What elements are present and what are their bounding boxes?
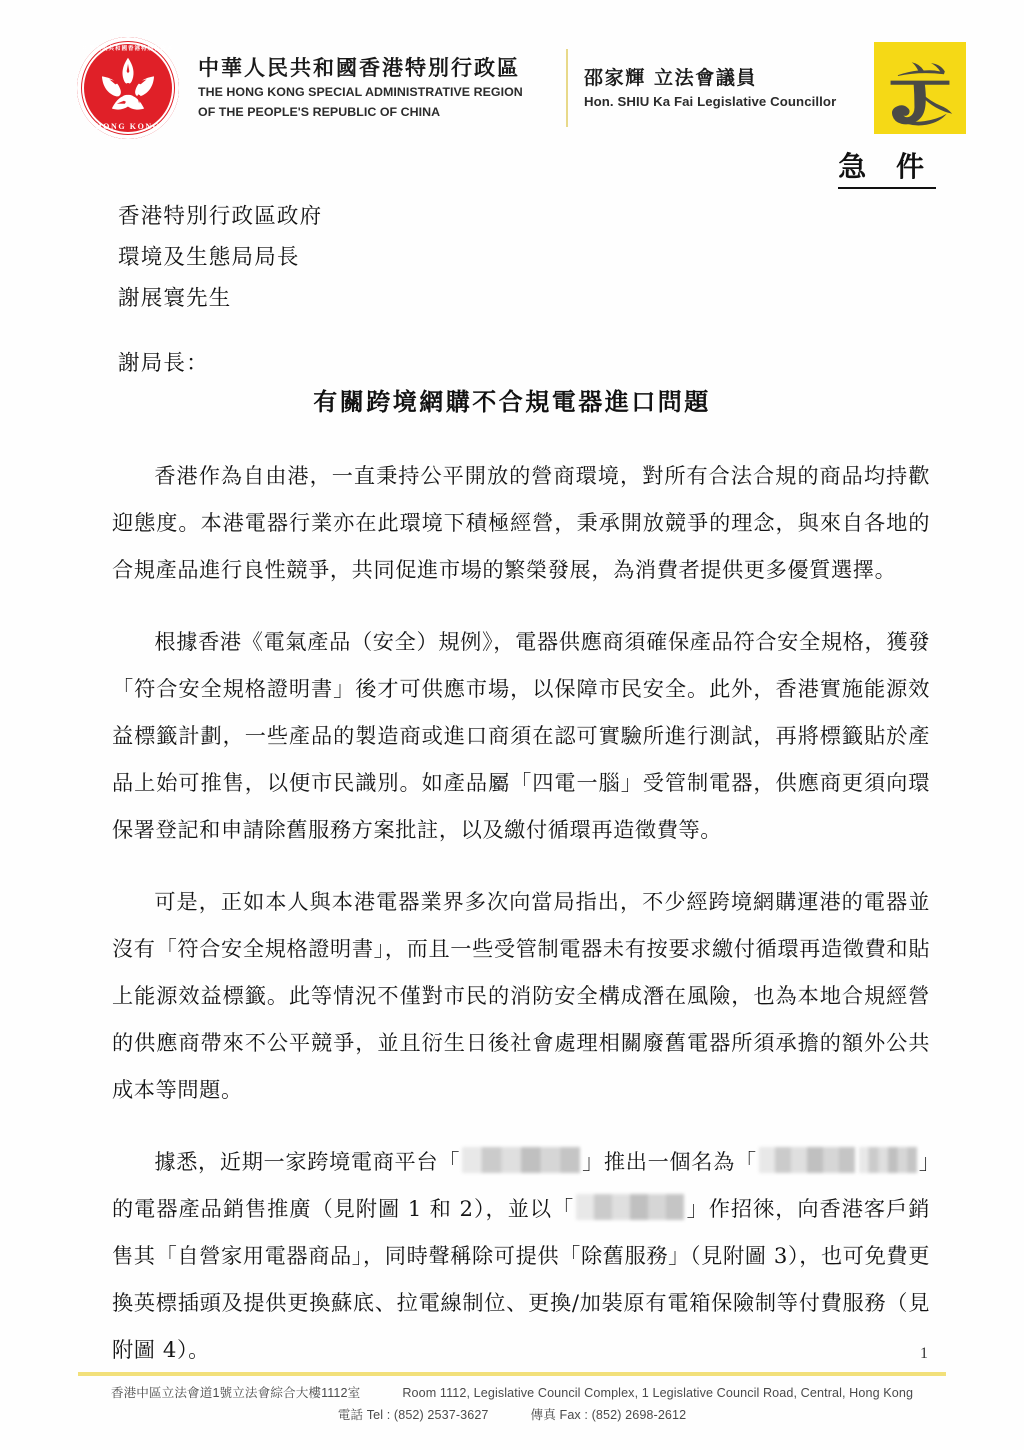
emblem-ring-text-bottom: HONG KONG — [95, 122, 161, 131]
paragraph-4-segment-2: 」推出一個名為「 — [582, 1149, 757, 1174]
councillor-name-cn: 邵家輝 立法會議員 — [584, 66, 758, 89]
footer — [0, 1382, 1024, 1426]
letterhead — [0, 32, 1024, 144]
councillor-name-en: Hon. SHIU Ka Fai Legislative Councillor — [584, 94, 837, 110]
addressee-line-2: 環境及生態局局長 — [118, 245, 300, 270]
emblem-ring-text-top: 中華人民共和國香港特別行政區 — [82, 46, 174, 52]
addressee-line-3: 謝展寰先生 — [118, 286, 232, 311]
paragraph-3: 可是，正如本人與本港電器業界多次向當局指出，不少經跨境網購運港的電器並沒有「符合安全規格證明書」，而且一些受管制電器未有按要求繳付循環再造徵費和貼上能源效益標籤。此等情況不僅對市民的消防安全構成潛在風險，也為本地合規經營的供應商帶來不公平競爭，並且衍生日後社會處理相關廢舊電器所須承擔的額外公共成本等問題。 — [112, 889, 930, 1102]
footer-contact-line — [0, 1404, 1024, 1426]
organisation-name-en-line1: THE HONG KONG SPECIAL ADMINISTRATIVE REGION — [198, 84, 523, 99]
paragraph-4 — [112, 1138, 930, 1373]
paragraph-4-segment-3: 」的電器產品銷售推廣（見附圖 1 和 2），並以「 — [112, 1149, 930, 1221]
addressee-line-1: 香港特別行政區政府 — [118, 204, 323, 229]
letterhead-divider — [566, 49, 568, 127]
paragraph-1: 香港作為自由港，一直秉持公平開放的營商環境，對所有合法合規的商品均持歡迎態度。本港電器行業亦在此環境下積極經營，秉承開放競爭的理念，與來自各地的合規產品進行良性競爭，共同促進市場的繁榮發展，為消費者提供更多優質選擇。 — [112, 463, 930, 582]
organisation-name-en-line2: OF THE PEOPLE'S REPUBLIC OF CHINA — [198, 104, 441, 119]
footer-address-en: Room 1112, Legislative Council Complex, 1 Legislative Council Road, Central, Hong Kong — [402, 1386, 914, 1400]
paragraph-4-segment-4: 」作招徠，向香港客戶銷售其「自營家用電器商品」，同時聲稱除可提供「除舊服務」（見附圖 3），也可免費更換英標插頭及提供更換蘇底、拉電線制位、更換/加裝原有電箱保險制等付費服務（見附圖 4）。 — [112, 1196, 930, 1362]
salutation: 謝局長： — [118, 351, 209, 376]
redaction-promotion-name-part2 — [859, 1147, 917, 1173]
legco-logo-icon — [874, 42, 966, 134]
addressee-block — [118, 196, 322, 319]
hong-kong-sar-emblem-icon — [77, 37, 179, 139]
organisation-block — [198, 56, 566, 120]
letter-body — [112, 452, 930, 1373]
bauhinia-flower-icon — [97, 54, 159, 116]
redaction-slogan — [576, 1194, 684, 1220]
redaction-platform-name — [462, 1147, 580, 1173]
page-number: 1 — [920, 1345, 928, 1362]
footer-fax: 傳真 Fax : (852) 2698-2612 — [530, 1408, 687, 1422]
councillor-block — [584, 67, 874, 110]
footer-tel: 電話 Tel : (852) 2537-3627 — [337, 1408, 489, 1422]
urgent-mark: 急 件 — [838, 152, 936, 189]
legco-lap-glyph — [874, 42, 966, 134]
paragraph-4-segment-1: 據悉，近期一家跨境電商平台「 — [154, 1149, 461, 1174]
footer-divider — [78, 1372, 946, 1376]
paragraph-2: 根據香港《電氣產品（安全）規例》，電器供應商須確保產品符合安全規格，獲發「符合安全規格證明書」後才可供應市場，以保障市民安全。此外，香港實施能源效益標籤計劃，一些產品的製造商或進口商須在認可實驗所進行測試，再將標籤貼於產品上始可推售，以便市民識別。如產品屬「四電一腦」受管制電器，供應商更須向環保署登記和申請除舊服務方案批註，以及繳付循環再造徵費等。 — [112, 629, 930, 842]
footer-address-line — [0, 1382, 1024, 1404]
emblem-container — [72, 37, 184, 139]
redaction-promotion-name-part1 — [759, 1147, 855, 1173]
footer-address-cn: 香港中區立法會道1號立法會綜合大樓1112室 — [110, 1386, 361, 1400]
subject-title: 有關跨境網購不合規電器進口問題 — [313, 388, 711, 416]
organisation-name-cn: 中華人民共和國香港特別行政區 — [198, 55, 520, 80]
